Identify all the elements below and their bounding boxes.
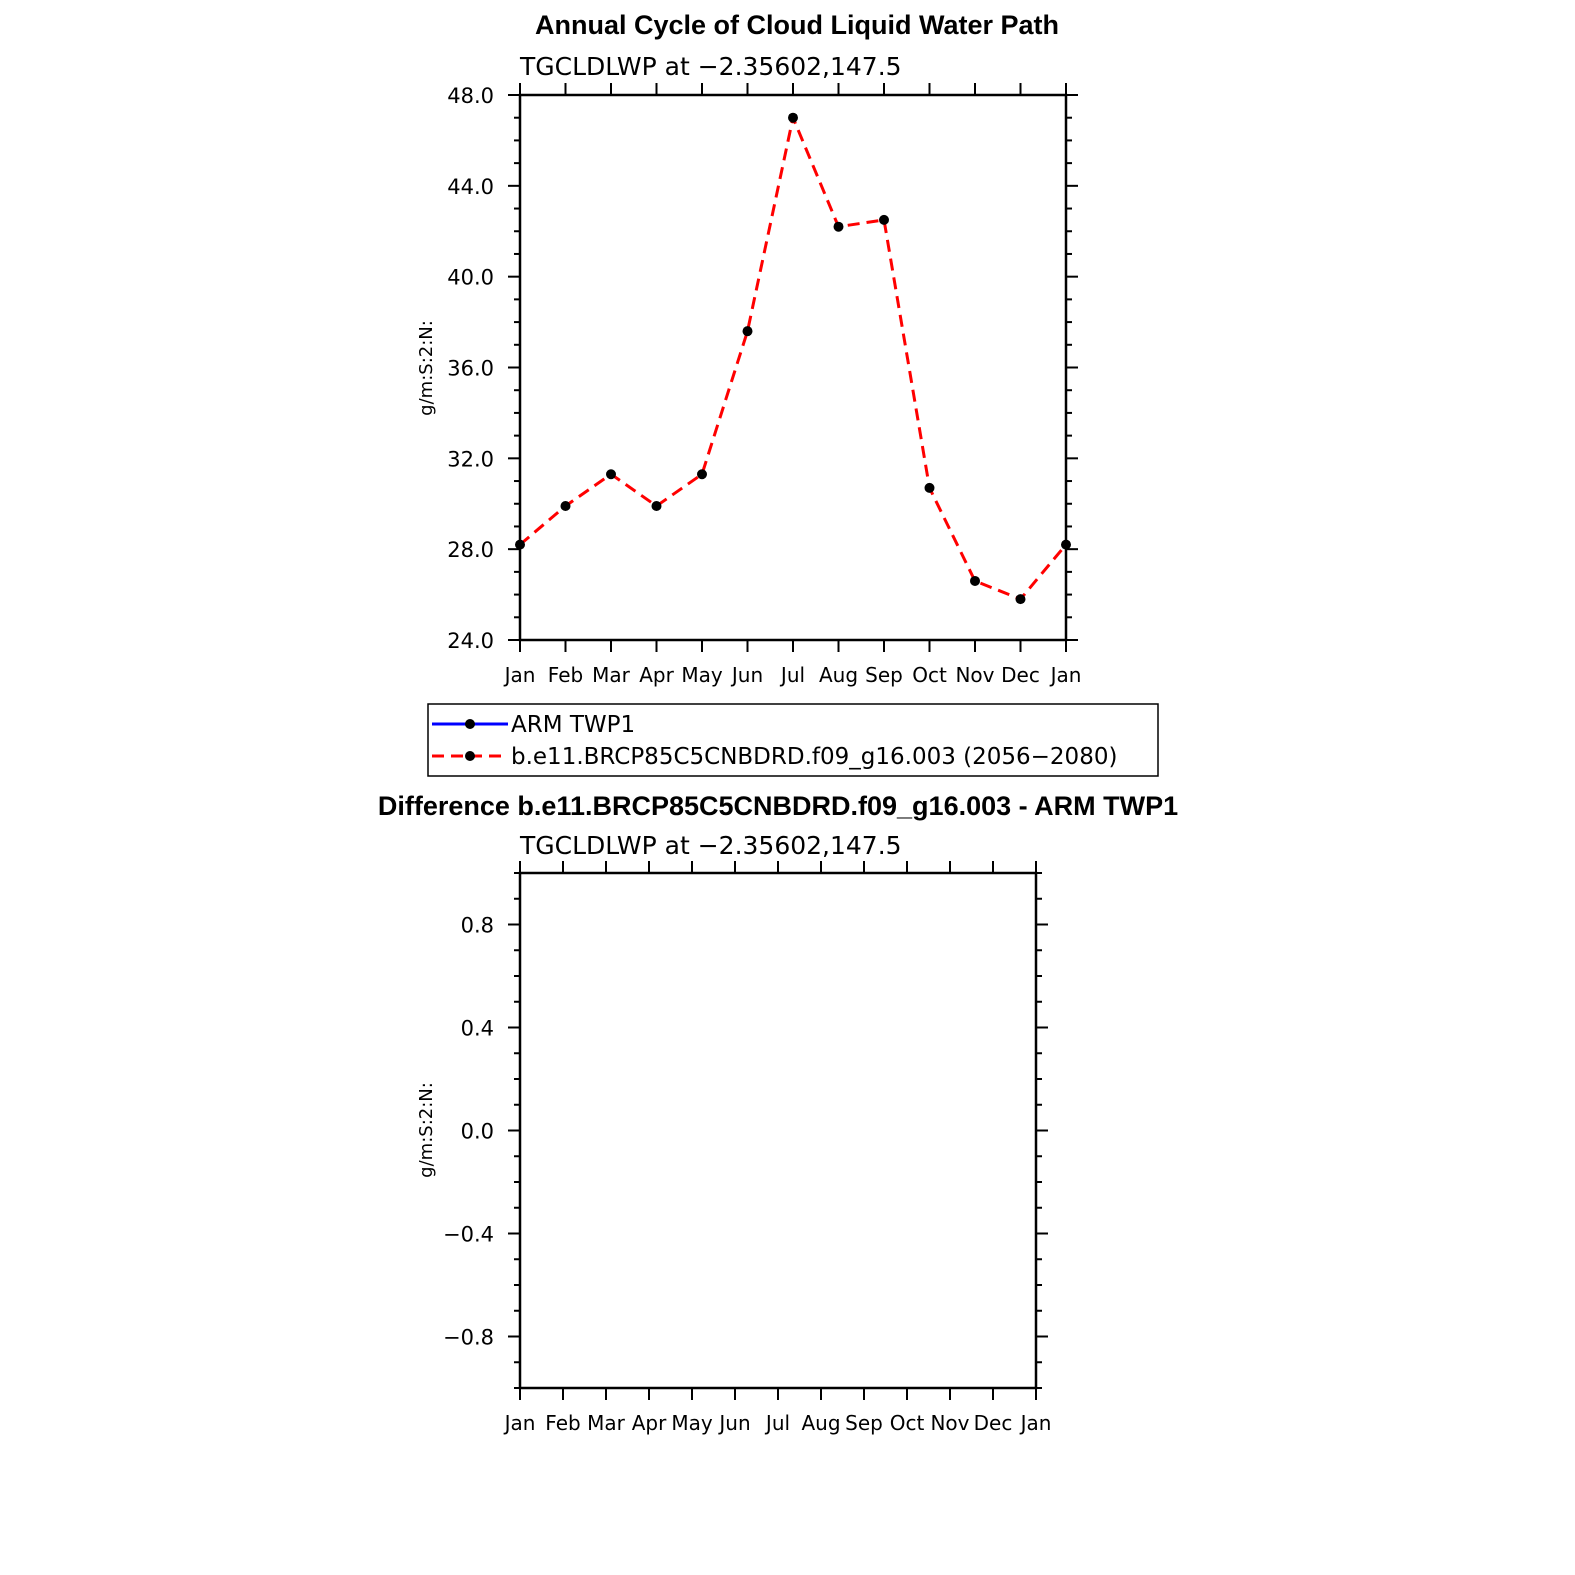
series-point-jan (515, 540, 525, 550)
chart1-x-tick-label: May (681, 663, 723, 687)
chart2-x-tick-label: Mar (587, 1411, 625, 1435)
chart2-x-tick-label: Sep (845, 1411, 883, 1435)
chart1-x-tick-label: Nov (955, 663, 995, 687)
series-point-aug (834, 222, 844, 232)
difference-chart (378, 791, 1178, 1435)
series-point-apr (652, 501, 662, 511)
series-point-feb (561, 501, 571, 511)
chart2-subtitle: TGCLDLWP at −2.35602,147.5 (520, 831, 902, 860)
chart2-x-tick-label: Jan (1020, 1411, 1052, 1435)
chart1-x-tick-label: Jun (731, 663, 764, 687)
chart2-x-tick-label: May (671, 1411, 713, 1435)
annual-cycle-chart (416, 10, 1081, 687)
chart1-y-tick-label: 36.0 (447, 356, 494, 381)
series-point-mar (606, 469, 616, 479)
chart2-y-tick-label: 0.4 (460, 1016, 494, 1041)
chart2-x-tick-label: Jan (504, 1411, 536, 1435)
chart1-y-axis-label: g/m:S:2:N: (416, 320, 437, 416)
chart2-y-tick-label: 0.0 (460, 1119, 494, 1144)
chart1-y-tick-label: 32.0 (447, 447, 494, 472)
chart1-x-tick-label: Oct (912, 663, 947, 687)
chart1-y-tick-label: 48.0 (447, 84, 494, 108)
chart1-y-tick-label: 28.0 (447, 538, 494, 563)
series-point-jun (743, 326, 753, 336)
chart2-y-tick-label: −0.8 (443, 1325, 494, 1350)
chart2-x-tick-label: Jun (719, 1411, 751, 1435)
chart1-x-tick-label: Dec (1001, 663, 1040, 687)
chart1-y-tick-label: 24.0 (447, 629, 494, 653)
chart1-x-tick-label: Aug (818, 663, 859, 687)
chart2-y-tick-label: 0.8 (460, 913, 494, 938)
chart2-x-tick-label: Dec (973, 1411, 1013, 1435)
chart2-axes (443, 861, 1051, 1435)
series-point-nov (970, 576, 980, 586)
chart2-x-tick-label: Feb (545, 1411, 581, 1435)
chart1-x-tick-label: Apr (639, 663, 674, 687)
legend (428, 704, 1158, 776)
series-line-1 (520, 118, 1066, 599)
chart2-y-tick-label: −0.4 (443, 1222, 494, 1247)
chart1-x-tick-label: Jul (780, 663, 806, 687)
chart2-x-tick-label: Oct (889, 1411, 925, 1435)
series-point-sep (879, 215, 889, 225)
chart1-x-tick-label: Jan (1050, 663, 1082, 687)
chart1-x-tick-label: Sep (865, 663, 903, 687)
chart2-x-tick-label: Nov (930, 1411, 970, 1435)
legend-marker-model (465, 751, 475, 761)
chart2-x-tick-label: Aug (801, 1411, 841, 1435)
chart2-x-tick-label: Jul (765, 1411, 791, 1435)
legend-label-arm: ARM TWP1 (511, 712, 636, 738)
chart1-y-tick-label: 40.0 (447, 265, 494, 290)
series-point-dec (1016, 594, 1026, 604)
chart1-series (515, 113, 1071, 604)
chart1-plot-frame (520, 95, 1066, 640)
chart1-x-tick-label: Mar (592, 663, 630, 687)
chart1-title: Annual Cycle of Cloud Liquid Water Path (534, 10, 1060, 40)
legend-marker-arm (465, 719, 475, 729)
series-point-may (697, 469, 707, 479)
chart2-y-axis-label: g/m:S:2:N: (416, 1082, 437, 1178)
series-point-jul (788, 113, 798, 123)
chart1-y-tick-label: 44.0 (447, 174, 494, 199)
chart1-axes (447, 83, 1081, 687)
legend-label-model: b.e11.BRCP85C5CNBDRD.f09_g16.003 (2056−2080) (511, 744, 1118, 770)
chart1-subtitle: TGCLDLWP at −2.35602,147.5 (520, 52, 902, 81)
chart2-plot-frame (520, 873, 1036, 1388)
chart2-x-tick-label: Apr (631, 1411, 667, 1435)
chart1-x-tick-label: Feb (547, 663, 584, 687)
series-point-oct (925, 483, 935, 493)
chart1-x-tick-label: Jan (504, 663, 536, 687)
chart2-title: Difference b.e11.BRCP85C5CNBDRD.f09_g16.003 - ARM TWP1 (377, 791, 1179, 821)
series-point-jan (1061, 540, 1071, 550)
